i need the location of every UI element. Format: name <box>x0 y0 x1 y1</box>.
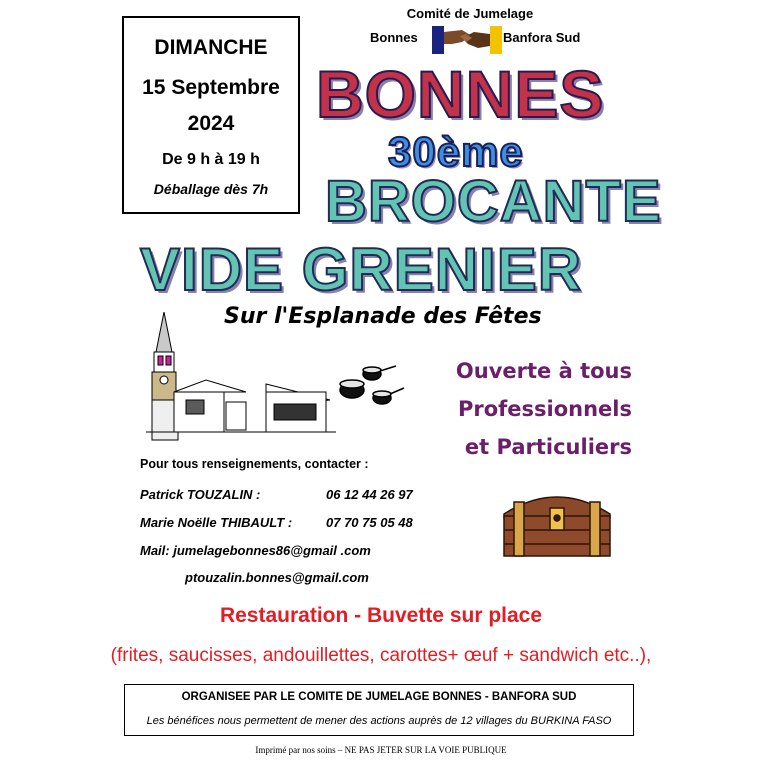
date-box <box>122 16 300 214</box>
open-to-all <box>432 352 632 466</box>
vide-grenier-title: VIDE GRENIER <box>140 236 583 303</box>
benefits-text: Les bénéfices nous permettent de mener des actions auprès de 12 villages du BURKINA FASO <box>146 715 612 727</box>
town-title: BONNES <box>316 57 605 131</box>
event-hours: De 9 h à 19 h <box>162 151 260 168</box>
town-right: Banfora Sud <box>503 30 581 45</box>
event-date: 15 Septembre <box>142 76 280 99</box>
committee-title: Comité de Jumelage <box>406 6 534 21</box>
organiser-box <box>124 684 634 736</box>
setup-time: Déballage dès 7h <box>153 181 269 197</box>
event-day: DIMANCHE <box>154 36 268 59</box>
brocante-title: BROCANTE <box>325 169 662 234</box>
open-line-3: et Particuliers <box>464 435 632 459</box>
location-text: Sur l'Esplanade des Fêtes <box>224 304 542 329</box>
printed-notice: Imprimé par nos soins – NE PAS JETER SUR LA VOIE PUBLIQUE <box>255 745 507 755</box>
pots-illustration <box>338 362 406 408</box>
treasure-chest-icon <box>500 486 614 560</box>
contact-name-2: Marie Noëlle THIBAULT : <box>140 515 293 530</box>
contact-name-1: Patrick TOUZALIN : <box>140 487 261 502</box>
contact-phone-2: 07 70 75 05 48 <box>326 515 413 530</box>
event-year: 2024 <box>187 112 235 135</box>
food-details: (frites, saucisses, andouillettes, carottes+ œuf + sandwich etc..), <box>110 645 652 666</box>
contact-phone-1: 06 12 44 26 97 <box>326 487 413 502</box>
contact-mail-2: ptouzalin.bonnes@gmail.com <box>185 570 369 585</box>
handshake-icon <box>432 22 502 58</box>
edition-title: 30ème <box>388 128 524 175</box>
organiser-text: ORGANISEE PAR LE COMITE DE JUMELAGE BONNES - BANFORA SUD <box>181 691 577 703</box>
contact-mail-1: Mail: jumelagebonnes86@gmail .com <box>140 543 371 558</box>
contact-intro: Pour tous renseignements, contacter : <box>140 457 369 471</box>
venue-illustration <box>146 312 336 442</box>
open-line-2: Professionnels <box>457 397 632 421</box>
food-title: Restauration - Buvette sur place <box>219 604 543 627</box>
town-left: Bonnes <box>370 30 418 45</box>
open-line-1: Ouverte à tous <box>455 359 632 383</box>
